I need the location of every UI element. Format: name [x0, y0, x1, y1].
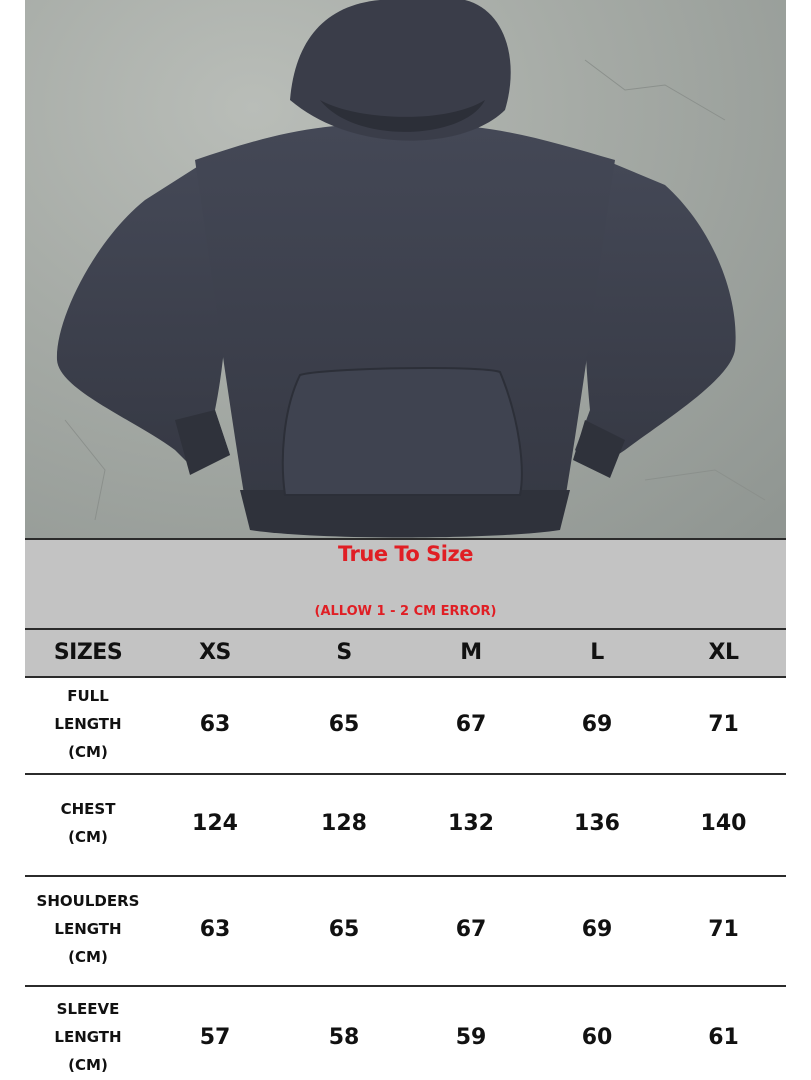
hoodie-illustration — [25, 0, 786, 538]
column-header: M — [460, 640, 482, 665]
table-cell: 63 — [199, 712, 231, 737]
row-label — [25, 795, 151, 851]
column-header-row — [25, 628, 786, 678]
column-header: L — [590, 640, 604, 665]
row-label-line: SLEEVE — [56, 1000, 120, 1018]
row-label-line: (CM) — [68, 948, 108, 966]
table-cell: 136 — [574, 811, 620, 836]
table-cell: 124 — [192, 811, 238, 836]
row-label-line: (CM) — [68, 1056, 108, 1074]
table-cell: 61 — [708, 1025, 739, 1050]
table-row-shoulders-length — [25, 877, 786, 987]
chart-header — [25, 538, 786, 628]
table-cell: 65 — [328, 712, 360, 737]
table-cell: 57 — [199, 1025, 231, 1050]
column-header: S — [336, 640, 352, 665]
table-cell: 59 — [455, 1025, 487, 1050]
product-photo — [25, 0, 786, 538]
size-chart — [25, 538, 786, 1080]
row-label-line: (CM) — [68, 743, 108, 761]
row-label-line: LENGTH — [54, 715, 122, 733]
row-label-line: LENGTH — [54, 1028, 122, 1046]
table-row-sleeve-length — [25, 987, 786, 1080]
chart-title: True To Size — [338, 542, 473, 566]
row-label-line: SHOULDERS — [36, 892, 140, 910]
chart-subtitle: (ALLOW 1 - 2 CM ERROR) — [314, 604, 497, 619]
row-label — [25, 682, 151, 766]
row-label — [25, 995, 151, 1079]
table-cell: 67 — [455, 917, 487, 942]
row-label-line: (CM) — [68, 828, 108, 846]
row-label-line: FULL — [67, 687, 109, 705]
table-cell: 67 — [455, 712, 487, 737]
table-cell: 140 — [700, 811, 747, 836]
table-cell: 58 — [328, 1025, 360, 1050]
table-cell: 128 — [321, 811, 367, 836]
table-cell: 71 — [708, 712, 739, 737]
table-cell: 71 — [708, 917, 739, 942]
table-cell: 69 — [581, 917, 613, 942]
row-label — [25, 887, 151, 971]
row-label-line: CHEST — [60, 800, 116, 818]
table-row-full-length — [25, 678, 786, 775]
column-header: SIZES — [53, 640, 123, 665]
table-cell: 132 — [448, 811, 494, 836]
table-cell: 63 — [199, 917, 231, 942]
table-cell: 65 — [328, 917, 360, 942]
table-row-chest — [25, 775, 786, 877]
column-header: XL — [708, 640, 739, 665]
table-cell: 60 — [581, 1025, 613, 1050]
table-cell: 69 — [581, 712, 613, 737]
column-header: XS — [199, 640, 231, 665]
row-label-line: LENGTH — [54, 920, 122, 938]
